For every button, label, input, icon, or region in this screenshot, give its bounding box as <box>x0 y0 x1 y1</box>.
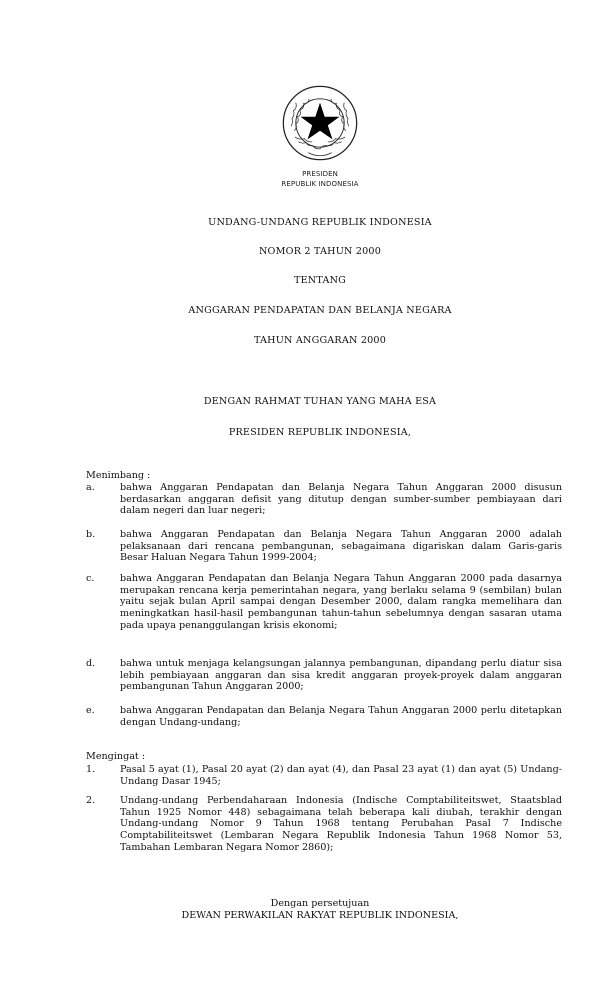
item-text: bahwa Anggaran Pendapatan dan Belanja Negara Tahun Anggaran 2000 adalah pelaksanaan dari rencana pembangunan, sebagaimana digariskan dalam Garis-garis Besar Haluan Negara Tahun 1999-2004; <box>120 529 562 564</box>
mengingat-item <box>86 795 562 854</box>
item-text: bahwa Anggaran Pendapatan dan Belanja Negara Tahun Anggaran 2000 pada dasarnya merupakan rencana kerja pemerintahan negara, yang berlaku selama 9 (sembilan) bulan yaitu sejak bulan April sampai dengan Desember 2000, dalam rangka memelihara dan meningkatkan hasil-hasil pembangunan tahun-tahun sebelumnya dengan sasaran utama pada upaya penanggulangan krisis ekonomi; <box>120 573 562 631</box>
item-marker: e. <box>86 705 95 716</box>
republic-label: REPUBLIK INDONESIA <box>281 180 359 188</box>
president-line: PRESIDEN REPUBLIK INDONESIA, <box>228 427 412 438</box>
law-number: NOMOR 2 TAHUN 2000 <box>258 246 382 257</box>
item-text: bahwa untuk menjaga kelangsungan jalannya pembangunan, dipandang perlu diatur sisa lebih pembiayaan anggaran dan sisa kredit anggaran proyek-proyek dalam anggaran pembangunan Tahun Anggaran 2000; <box>120 658 562 693</box>
item-text: Pasal 5 ayat (1), Pasal 20 ayat (2) dan ayat (4), dan Pasal 23 ayat (1) dan ayat (5) Undang-Undang Dasar 1945; <box>120 764 562 787</box>
item-marker: d. <box>86 658 96 669</box>
menimbang-item <box>86 705 562 728</box>
item-text: bahwa Anggaran Pendapatan dan Belanja Negara Tahun Anggaran 2000 disusun berdasarkan anggaran defisit yang ditutup dengan sumber-sumber pembiayaan dari dalam negeri dan luar negeri; <box>120 482 562 517</box>
menimbang-item <box>86 529 562 564</box>
item-text: bahwa Anggaran Pendapatan dan Belanja Negara Tahun Anggaran 2000 perlu ditetapkan dengan Undang-undang; <box>120 705 562 728</box>
law-title: UNDANG-UNDANG REPUBLIK INDONESIA <box>208 217 432 228</box>
menimbang-label: Menimbang : <box>86 470 151 481</box>
item-marker: a. <box>86 482 95 493</box>
president-label: PRESIDEN <box>302 170 338 178</box>
item-marker: b. <box>86 529 96 540</box>
about-label: TENTANG <box>293 275 347 286</box>
item-text: Undang-undang Perbendaharaan Indonesia (Indische Comptabiliteitswet, Staatsblad Tahun 1925 Nomor 448) sebagaimana telah beberapa kali diubah, terakhir dengan Undang-undang Nomor 9 Tahun 1968 tentang Perubahan Pasal 7 Indische Comptabiliteitswet (Lembaran Negara Republik Indonesia Tahun 1968 Nomor 53, Tambahan Lembaran Negara Nomor 2860); <box>120 795 562 853</box>
item-marker: c. <box>86 573 95 584</box>
approval-line-1: Dengan persetujuan <box>270 898 370 909</box>
garuda-star-emblem-icon <box>281 84 359 162</box>
approval-line-2: DEWAN PERWAKILAN RAKYAT REPUBLIK INDONESIA, <box>181 910 459 921</box>
menimbang-item <box>86 658 562 693</box>
grace-line: DENGAN RAHMAT TUHAN YANG MAHA ESA <box>203 396 437 407</box>
menimbang-item <box>86 573 562 632</box>
mengingat-label: Mengingat : <box>86 751 146 762</box>
fiscal-year: TAHUN ANGGARAN 2000 <box>253 335 387 346</box>
menimbang-item <box>86 482 562 517</box>
item-marker: 1. <box>86 764 96 775</box>
law-subject: ANGGARAN PENDAPATAN DAN BELANJA NEGARA <box>188 305 452 316</box>
item-marker: 2. <box>86 795 96 806</box>
mengingat-item <box>86 764 562 787</box>
